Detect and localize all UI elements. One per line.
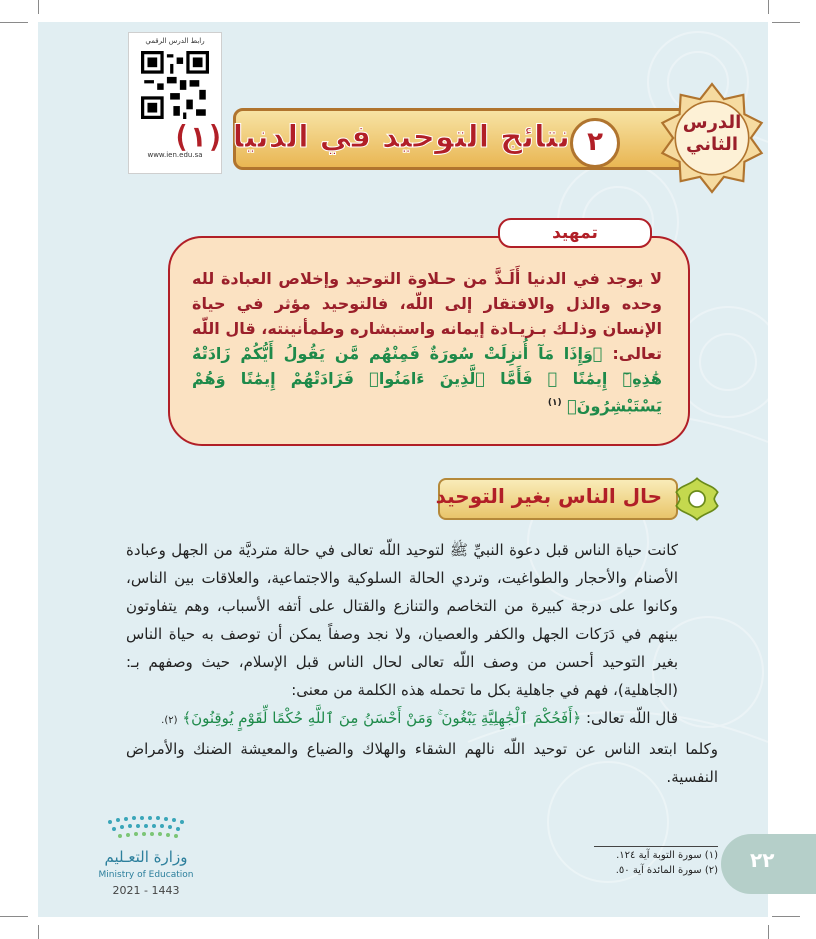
section-title: حال الناس بغير التوحيد [435, 484, 662, 508]
lesson-title: نتائج التوحيد في الدنيا (١) [174, 119, 570, 155]
section-heading-bar [435, 478, 678, 520]
crop-mark [0, 916, 28, 917]
intro-paragraph: لا يوجد في الدنيا أَلَـذَّ من حـلاوة التوحيد وإخلاص العبادة لله وحده والذل والافتقار إلى اللّه، فالتوحيد مؤثر في حياة الإنسان وذلـك بـزيـادة إيمانه واستبشاره وطمأنينته، قال اللّه تعالى: [192, 269, 663, 363]
intro-tag: تمهيد [498, 218, 652, 248]
ministry-name-en: Ministry of Education [98, 870, 194, 880]
crop-mark [38, 925, 39, 939]
body-paragraph-1: كانت حياة الناس قبل دعوة النبيِّ ﷺ لتوحيد اللّه تعالى في حالة مترديَّة من الجهل وعبادة الأصنام والأحجار والطواغيت، وتردي الحالة السلوكية والاجتماعية، والعلاقات بين الناس، وكانوا على درجة كبيرة من التخاصم والتنازع والقتال على أتفه الأسباب، وهم يتفاوتون بينهم في دَرَكات الجهل والكفر والعصيان، ولا نجد وصفاً يمكن أن توصف به حياة الناس بغير التوحيد أحسن من وصف اللّه تعالى لحال الناس قبل الإسلام، حيث وصفهم بـ: (الجاهلية)، فهم في جاهلية بكل ما تحمله هذه الكلمة من معنى: [126, 541, 678, 699]
qr-code-icon[interactable] [141, 51, 209, 119]
intro-text [192, 266, 662, 418]
crop-mark [768, 925, 769, 939]
qr-caption: رابط الدرس الرقمي [145, 37, 205, 45]
ministry-year: 2021 - 1443 [112, 884, 180, 897]
verse-line [126, 704, 718, 735]
crop-mark [772, 22, 800, 23]
crop-mark [772, 916, 800, 917]
ministry-logo-icon [100, 814, 192, 844]
verse-intro: قال اللّه تعالى: [585, 709, 678, 727]
footnote-2: (٢) سورة المائدة آية ٥٠. [615, 865, 718, 876]
ornament-icon [674, 476, 720, 522]
footnote-divider [594, 846, 718, 847]
lesson-label-line2: الثاني [685, 134, 738, 155]
textbook-page [38, 22, 775, 917]
footnote-1: (١) سورة التوبة آية ١٢٤. [616, 850, 718, 861]
body-paragraph-2: وكلما ابتعد الناس عن توحيد اللّه نالهم الشقاء والهلاك والضياع والمعيشة الضنك والأمراض النفسية. [126, 740, 718, 786]
page-number: ٢٢ [750, 848, 775, 872]
intro-box [168, 236, 690, 446]
body-verse: ﴿أَفَحُكْمَ ٱلْجَٰهِلِيَّةِ يَبْغُونَ ۚ وَمَنْ أَحْسَنُ مِنَ ٱللَّهِ حُكْمًا لِّقَوْمٍ يُوقِنُونَ﴾ [182, 709, 582, 727]
crop-mark [768, 0, 769, 14]
intro-verse: ﴿وَإِذَا مَآ أُنزِلَتْ سُورَةٌ فَمِنْهُم مَّن يَقُولُ أَيُّكُمْ زَادَتْهُ هَٰذِهِۦٓ إِيمَٰنًا ۚ فَأَمَّا ٱلَّذِينَ ءَامَنُوا۟ فَزَادَتْهُمْ إِيمَٰنًا وَهُمْ يَسْتَبْشِرُونَ﴾ [192, 344, 662, 416]
lesson-label [676, 112, 748, 156]
lesson-label-line1: الدرس [682, 112, 742, 133]
crop-mark [0, 22, 28, 23]
ministry-name-ar: وزارة التعـليم [104, 848, 188, 866]
section-body [126, 536, 718, 791]
qr-url[interactable]: www.ien.edu.sa [147, 151, 203, 159]
lesson-number-badge: ٢ [570, 118, 620, 168]
body-verse-ref: (٢). [161, 715, 178, 726]
intro-footnote-ref: (١) [547, 398, 562, 408]
crop-mark [38, 0, 39, 14]
